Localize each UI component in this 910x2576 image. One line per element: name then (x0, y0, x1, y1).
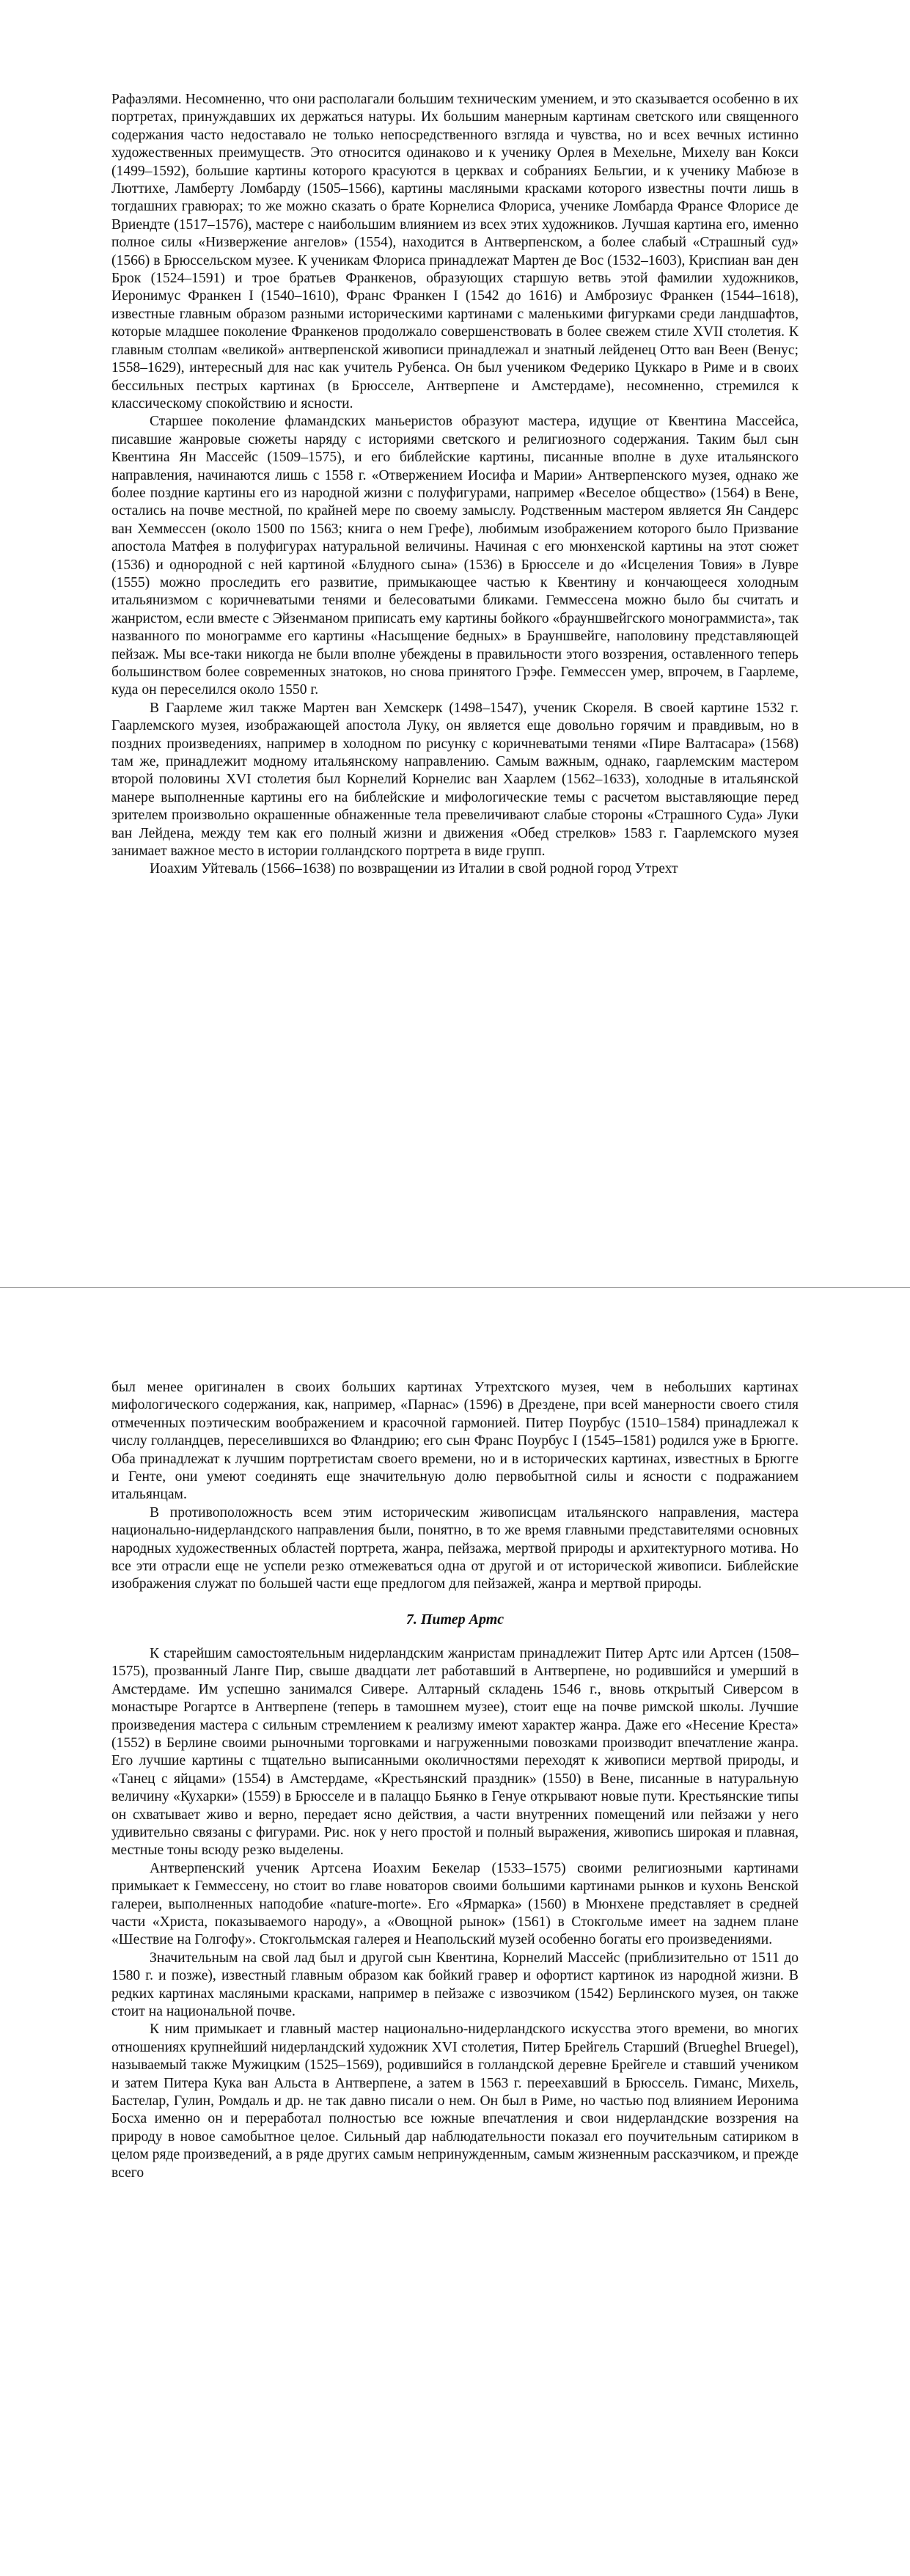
paragraph: Рафаэлями. Несомненно, что они располагали большим техническим умением, и это сказывается особенно в их портретах, принуждавших их держаться натуры. Их большим манерным картинам светского или священного содержания часто недоставало не только непосредственного взгляда и чувства, но и всех вечных истинно художественных преимуществ. Это относится одинаково и к ученику Орлея в Мехельне, Михелу ван Кокси (1499–1592), большие картины которого красуются в церквах и собраниях Бельгии, и к ученику Мабюзе в Люттихе, Ламберту Ломбарду (1505–1566), картины масляными красками которого известны почти лишь в тогдашних гравюрах; то же можно сказать о брате Корнелиса Флориса, ученике Ломбарда Франсе Флорисе де Вриендте (1517–1576), мастере с наибольшим влиянием из всех этих художников. Лучшая картина его, именно полное силы «Низвержение ангелов» (1554), находится в Антверпенском, а более слабый «Страшный суд» (1566) в Брюссельском музее. К ученикам Флориса принадлежат Мартен де Вос (1532–1603), Криспиан ван ден Брок (1524–1591) и трое братьев Франкенов, образующих старшую ветвь этой фамилии художников, Иеронимус Франкен I (1540–1610), Франс Франкен I (1542 до 1616) и Амброзиус Франкен (1544–1618), известные главным образом разными историческими картинами с маленькими фигурками среди ландшафтов, которые младшее поколение Франкенов продолжало совершенствовать в более свежем стиле XVII столетия. К главным столпам «великой» антверпенской живописи принадлежал и знатный лейденец Отто ван Веен (Венус; 1558–1629), интересный для нас как учитель Рубенса. Он был учеником Федерико Цуккаро в Риме и в своих бессильных пестрых картинах (в Брюсселе, Антверпене и Амстердаме), несомненно, стремился к классическому спокойствию и ясности. (111, 92, 799, 411)
paragraph: В противоположность всем этим историческим живописцам итальянского направления, мастера национально-нидерландского направления были, понятно, в то же время главными представителями основных народных художественных областей портрета, жанра, пейзажа, мертвой природы и архитектурного мотива. Но все эти отрасли еще не успели резко отмежеваться одна от другой и от исторической живописи. Библейские изображения служат по большей части еще предлогом для пейзажей, жанра и мертвой природы. (111, 1504, 799, 1592)
paragraph: был менее оригинален в своих больших картинах Утрехтского музея, чем в небольших картинах мифологического содержания, как, например, «Парнас» (1596) в Дрездене, при всей манерности своего стиля отмеченных поэтическим воображением и красочной гармонией. Питер Поурбус (1510–1584) принадлежал к числу голландцев, переселившихся во Фландрию; его сын Франс Поурбус I (1545–1581) родился уже в Брюгге. Оба принадлежат к лучшим портретистам своего времени, но и в исторических картинах, известных в Брюгге и Генте, они умеют соединять еще значительную долю первобытной силы и ясности с подражанием итальянцам. (111, 1380, 799, 1503)
page-2-text-block (111, 1379, 799, 2182)
section-heading: 7. Питер Артс (406, 1611, 504, 1628)
paragraph: В Гаарлеме жил также Мартен ван Хемскерк (1498–1547), ученик Скореля. В своей картине 1532 г. Гаарлемского музея, изображающей апостола Луку, он является еще довольно горячим и правдивым, но в поздних произведениях, например в холодном по рисунку с коричневатыми тенями «Пире Валтасара» (1568) там же, принадлежит модному итальянскому направлению. Самым важным, однако, гаарлемским мастером второй половины XVI столетия был Корнелий Корнелис ван Хаарлем (1562–1633), холодные в итальянской манере выполненные картины его на библейские и мифологические темы с расчетом выставляющие перед зрителем произвольно окрашенные обнаженные тела превеличивают слабые стороны «Страшного Суда» Луки ван Лейдена, между тем как его полный жизни и движения «Обед стрелков» 1583 г. Гаарлемского музея занимает важное место в истории голландского портрета в виде групп. (111, 700, 799, 860)
page-2 (0, 1288, 910, 2576)
paragraph: Старшее поколение фламандских маньеристов образуют мастера, идущие от Квентина Массейса, писавшие жанровые сюжеты наряду с историями светского и религиозного содержания. Таким был сын Квентина Ян Массейс (1509–1575), и его библейские картины, писанные вполне в духе итальянского направления, начинаются лишь с 1558 г. «Отвержением Иосифа и Марии» Антверпенского музея, однако же более поздние картины его из народной жизни с полуфигурами, например «Веселое общество» (1564) в Вене, остались на почве местной, по крайней мере по своему замыслу. Родственным мастером является Ян Сандерс ван Хеммессен (около 1500 по 1563; книга о нем Грефе), любимым изображением которого было Призвание апостола Матфея в полуфигурах натуральной величины. Начиная с его мюнхенской картины на этот сюжет (1536) и однородной с ней картиной «Блудного сына» (1536) в Брюсселе и до «Исцеления Товия» в Лувре (1555) можно проследить его развитие, примыкающее частью к Квентину и кончающееся холодным итальянизмом с коричневатыми тенями и белесоватыми бликами. Геммессена можно было бы считать и жанристом, если вместе с Эйзенманом приписать ему картины бойкого «брауншвейгского монограммиста», так названного по монограмме его картины «Насыщение бедных» в Брауншвейге, наполовину представляющей пейзаж. Мы все-таки никогда не были вполне убеждены в правильности этого воззрения, оставленного теперь большинством более современных знатоков, но снова принятого Грэфе. Геммессен умер, впрочем, в Гаарлеме, куда он переселился около 1550 г. (111, 414, 799, 698)
paragraph: Антверпенский ученик Артсена Иоахим Бекелар (1533–1575) своими религиозными картинами примыкает к Геммессену, но стоит во главе новаторов своими большими картинами рынков и кухонь Венской галереи, выполненных наподобие «nature-morte». Его «Ярмарка» (1560) в Мюнхене представляет в средней части «Христа, показываемого народу», а «Овощной рынок» (1561) в Стокгольме имеет на заднем плане «Шествие на Голгофу». Стокгольмская галерея и Неапольский музей особенно богаты его произведениями. (111, 1860, 799, 1948)
paragraph: Значительным на свой лад был и другой сын Квентина, Корнелий Массейс (приблизительно от 1511 до 1580 г. и позже), известный главным образом как бойкий гравер и офортист картинок из народной жизни. В редких картинах масляными красками, например в пейзаже с извозчиком (1542) Берлинского музея, он также стоит на национальной почве. (111, 1950, 799, 2019)
page-1-text-block (111, 91, 799, 879)
paragraph: К ним примыкает и главный мастер национально-нидерландского искусства этого времени, во многих отношениях крупнейший нидерландский художник XVI столетия, Питер Брейгель Старший (Brueghel Bruegel), называемый также Мужицким (1525–1569), родившийся в голландской деревне Брейгеле и ставший учеником и затем Питера Кука ван Альста в Антверпене, а затем в 1563 г. переехавший в Брюссель. Гиманс, Михель, Бастелар, Гулин, Ромдаль и др. не так давно писали о нем. Он был в Риме, но частью под влиянием Иеронима Босха именно он и переработал полностью все южные впечатления и свои нидерландские воззрения на природу в новое самобытное целое. Сильный дар наблюдательности показал его поучительным сатириком в целом ряде произведений, а в ряде других самым непринужденным, самым жизненным рассказчиком, и прежде всего (111, 2021, 799, 2181)
paragraph: Иоахим Уйтеваль (1566–1638) по возвращении из Италии в свой родной город Утрехт (150, 861, 678, 877)
paragraph: К старейшим самостоятельным нидерландским жанристам принадлежит Питер Артс или Артсен (1508–1575), прозванный Ланге Пир, свыше двадцати лет работавший в Антверпене, но родившийся и умерший в Амстердаме. Им успешно занимался Сивере. Алтарный складень 1546 г., вновь открытый Сиверсом в монастыре Рогартсе в Антверпене (теперь в тамошнем музее), стоит еще на почве римской школы. Лучшие произведения мастера с сильным стремлением к реализму имеют характер жанра. Даже его «Несение Креста» (1552) в Берлине своими рыночными торговками и нагруженными повозками производит впечатление жанра. Его лучшие картины с тщательно выписанными околичностями переходят к живописи мертвой природы, и «Танец с яйцами» (1554) в Амстердаме, «Крестьянский праздник» (1550) в Вене, писанные в натуральную величину «Кухарки» (1559) в Брюсселе и в палаццо Бьянко в Генуе открывают новые пути. Крестьянские типы он схватывает живо и верно, передает ясно действия, а части внутренних помещений или пейзажи у него удивительно связаны с фигурами. Рис. нок у него простой и полный выражения, живопись широкая и плавная, местные тоны всюду резко выделены. (111, 1645, 799, 1859)
